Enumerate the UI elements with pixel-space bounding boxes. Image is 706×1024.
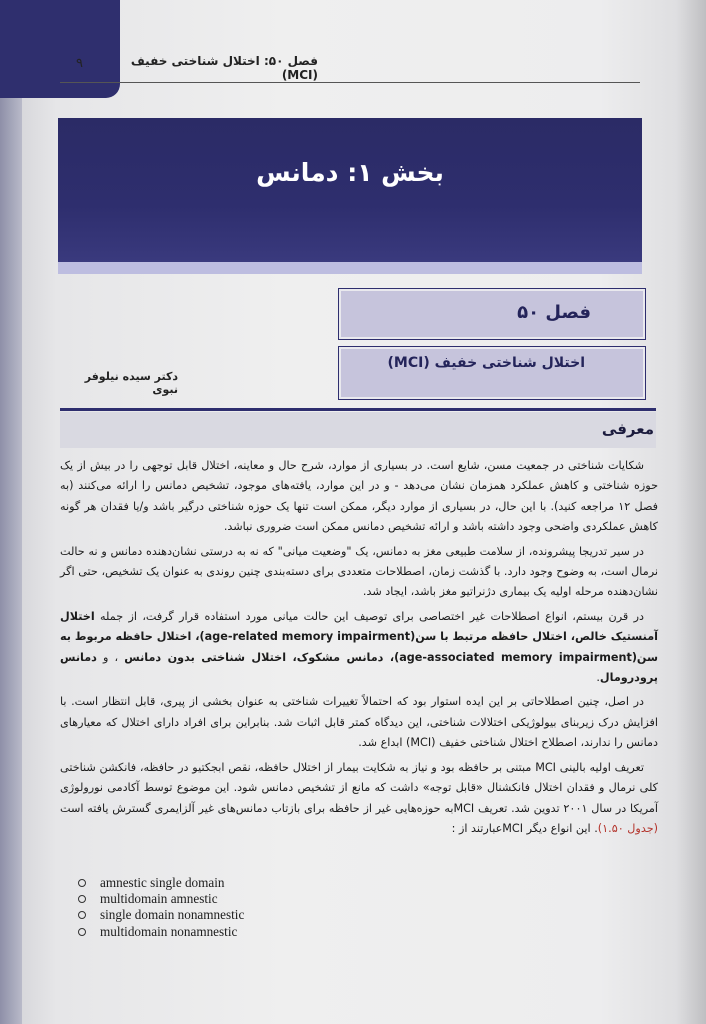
- page-shadow: [676, 0, 706, 1024]
- part-banner: [58, 118, 642, 264]
- list-item-text: single domain nonamnestic: [100, 907, 245, 923]
- paragraph: شکایات شناختی در جمعیت مسن، شایع است. در بسیاری از موارد، شرح حال و معاینه، اختلال قابل توجهی را در بیش از یک حوزه شناختی و کاهش عملکرد همزمان نشان می‌دهد - و در این موارد، یافته‌های موجود، تشخیص دمانس را ارائه می‌کنند (به فصل ۱۲ مراجعه کنید). با این حال، در بسیاری از موارد دیگر، ممکن است تنها یک حوزه شناختی درگیر باشد و/یا فقدان هر گونه کاهش عملکردی واضحی وجود داشته باشد و ارائه تشخیص دمانس ممکن است ضروری نباشد.: [60, 459, 658, 534]
- running-header: فصل ۵۰: اختلال شناختی خفیف (MCI): [130, 54, 318, 82]
- paragraph: [60, 607, 658, 689]
- corner-thumb-tab: [0, 0, 120, 98]
- chapter-number: فصل ۵۰: [517, 302, 591, 323]
- list-item-text: multidomain amnestic: [100, 891, 218, 907]
- list-item: [78, 924, 244, 940]
- list-item: [78, 891, 244, 907]
- table-reference-link[interactable]: (جدول ۱.۵۰): [597, 821, 658, 835]
- bullet-circle-icon: [78, 911, 86, 919]
- list-item-text: amnestic single domain: [100, 875, 225, 890]
- chapter-title: اختلال شناختی خفیف (MCI): [387, 355, 585, 371]
- page-binding-edge: [0, 95, 22, 1024]
- paragraph-text: تعریف اولیه بالینی MCI مبتنی بر حافظه بود و نیاز به شکایت بیمار از اختلال حافظه، نقص ابجکتیو در حافظه، فانکشن شناختی کلی نرمال و فقدان اختلال فانکشنال «قابل توجه» داشت که مانع از تشخیص دمانس شود. این موضوع توسط آکادمی نورولوژی آمریکا در سال ۲۰۰۱ تدوین شد. تعریف MCIبه حوزه‌هایی غیر از حافظه برای بازتاب دمانس‌های غیر آلزایمری گسترش یافته است: [60, 760, 658, 815]
- part-title: بخش ۱: دمانس: [256, 158, 444, 187]
- paragraph: [60, 758, 658, 840]
- banner-strip: [58, 262, 642, 274]
- author-name: دکتر سیده نیلوفر نبوی: [84, 370, 178, 396]
- paragraph: در سیر تدریجا پیشرونده، از سلامت طبیعی مغز به دمانس، یک "وضعیت میانی" که نه به درستی نشان‌دهنده دمانس و نه حالت نرمال است، به وضوح وجود دارد. با گذشت زمان، اصطلاحات متعددی برای دسته‌بندی چنین روندی به عنوان یک تشخیص، حتی اگر نشان‌دهنده مرحله اولیه یک بیماری دژنراتیو مغز باشد، ایجاد شد.: [60, 544, 658, 599]
- mci-types-list: [78, 875, 244, 940]
- list-item: [78, 875, 244, 891]
- bullet-circle-icon: [78, 895, 86, 903]
- paragraph: در اصل، چنین اصطلاحاتی بر این ایده استوار بود که احتمالاً تغییرات شناختی به عنوان بخشی از پیری، قابل انتظار است. با افزایش درک زیربنای بیولوژیکی اختلالات شناختی، این دیدگاه کمتر قابل اثبات شد. بنابراین برای افراد دارای اختلال که معیارهای دمانس را ندارند، اصطلاح اختلال شناختی خفیف (MCI) ابداع شد.: [60, 695, 658, 750]
- section-title: معرفی: [601, 420, 654, 438]
- chapter-title-box: [338, 346, 646, 400]
- section-rule: [60, 408, 656, 411]
- list-item: [78, 907, 244, 923]
- bullet-circle-icon: [78, 928, 86, 936]
- bullet-circle-icon: [78, 879, 86, 887]
- list-item-text: multidomain nonamnestic: [100, 923, 238, 939]
- chapter-number-box: [338, 288, 646, 340]
- paragraph-text: در قرن بیستم، انواع اصطلاحات غیر اختصاصی برای توصیف این حالت میانی مورد استفاده قرار گرفت، از جمله: [94, 609, 644, 623]
- section-header-band: [60, 412, 656, 448]
- body-text: [60, 456, 658, 843]
- paragraph-text: .: [596, 671, 600, 685]
- bold-term: دمانس پرودرومال: [60, 650, 658, 685]
- paragraph-text: ، و: [96, 650, 125, 664]
- page-number: ۹: [76, 56, 83, 71]
- paragraph-text: . این انواع دیگر MCIعبارتند از :: [451, 821, 598, 835]
- header-rule: [60, 82, 640, 83]
- bold-terms: اختلال آمنستیک خالص، اختلال حافظه مرتبط با سن(age-related memory impairment)، اختلال حافظه مربوط به سن(age-associated memory impairment)، دمانس مشکوک، اختلال شناختی بدون دمانس: [60, 609, 658, 664]
